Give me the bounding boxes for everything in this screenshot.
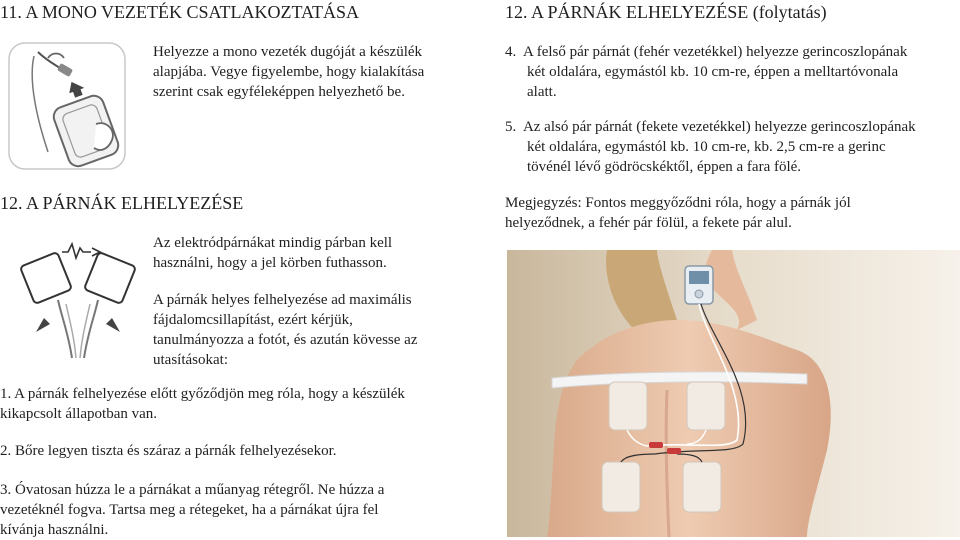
- section-11-text: [153, 42, 424, 102]
- text-line: kívánja használni.: [0, 522, 109, 538]
- item-5: [505, 117, 960, 177]
- section-12-paragraph: [153, 290, 417, 370]
- text-line: tanulmányozza a fotót, és azután kövesse az: [153, 332, 418, 348]
- text-line: két oldalára, egymástól kb. 10 cm-re, éppen a melltartóvonala: [527, 64, 899, 80]
- item-number: 4.: [505, 44, 517, 60]
- back-pads-photo: [507, 250, 960, 537]
- text-line: szerint csak egyféleképpen helyezhető be.: [153, 84, 405, 100]
- text-line: kikapcsolt állapotban van.: [0, 406, 158, 422]
- text-line: két oldalára, egymástól kb. 10 cm-re, kb. 2,5 cm-re a gerinc: [527, 139, 886, 155]
- text-line: Az alsó pár párnát (fekete vezetékkel) helyezze gerincoszlopának: [522, 119, 916, 135]
- step-2: [0, 441, 480, 461]
- item-4: [505, 42, 955, 102]
- text-line: A felső pár párnát (fehér vezetékkel) helyezze gerincoszlopának: [522, 44, 908, 60]
- text-line: 3. Óvatosan húzza le a párnákat a műanyag rétegről. Ne húzza a: [0, 482, 385, 498]
- section-12-continued-heading: 12. A PÁRNÁK ELHELYEZÉSE (folytatás): [505, 2, 827, 22]
- note: [505, 193, 955, 233]
- text-line: Megjegyzés: Fontos meggyőződni róla, hogy a párnák jól: [505, 195, 851, 211]
- text-line: alatt.: [527, 84, 557, 100]
- text-line: Helyezze a mono vezeték dugóját a készülék: [153, 44, 423, 60]
- item-number: 5.: [505, 119, 517, 135]
- text-line: használni, hogy a jel körben futhasson.: [153, 255, 387, 271]
- step-3: [0, 480, 480, 540]
- pads-illustration: [18, 232, 138, 360]
- text-line: 1. A párnák felhelyezése előtt győződjön meg róla, hogy a készülék: [0, 386, 405, 402]
- text-line: fájdalomcsillapítást, ezért kérjük,: [153, 312, 353, 328]
- step-1: [0, 384, 480, 424]
- text-line: utasításokat:: [153, 352, 228, 368]
- text-line: Az elektródpárnákat mindig párban kell: [153, 235, 393, 251]
- text-line: alapjába. Vegye figyelembe, hogy kialakítása: [153, 64, 425, 80]
- section-11-heading: 11. A MONO VEZETÉK CSATLAKOZTATÁSA: [0, 2, 360, 22]
- section-12-heading: 12. A PÁRNÁK ELHELYEZÉSE: [0, 193, 244, 213]
- text-line: 2. Bőre legyen tiszta és száraz a párnák felhelyezésekor.: [0, 443, 337, 459]
- text-line: helyeződnek, a fehér pár fölül, a fekete pár alul.: [505, 215, 792, 231]
- text-line: tövénél lévő gödröcskéktől, éppen a fara fölé.: [527, 159, 802, 175]
- mono-cable-illustration: [8, 42, 126, 170]
- section-12-intro: [153, 233, 392, 273]
- text-line: A párnák helyes felhelyezése ad maximális: [153, 292, 412, 308]
- text-line: vezetéknél fogva. Tartsa meg a rétegeket, ha a párnákat újra fel: [0, 502, 379, 518]
